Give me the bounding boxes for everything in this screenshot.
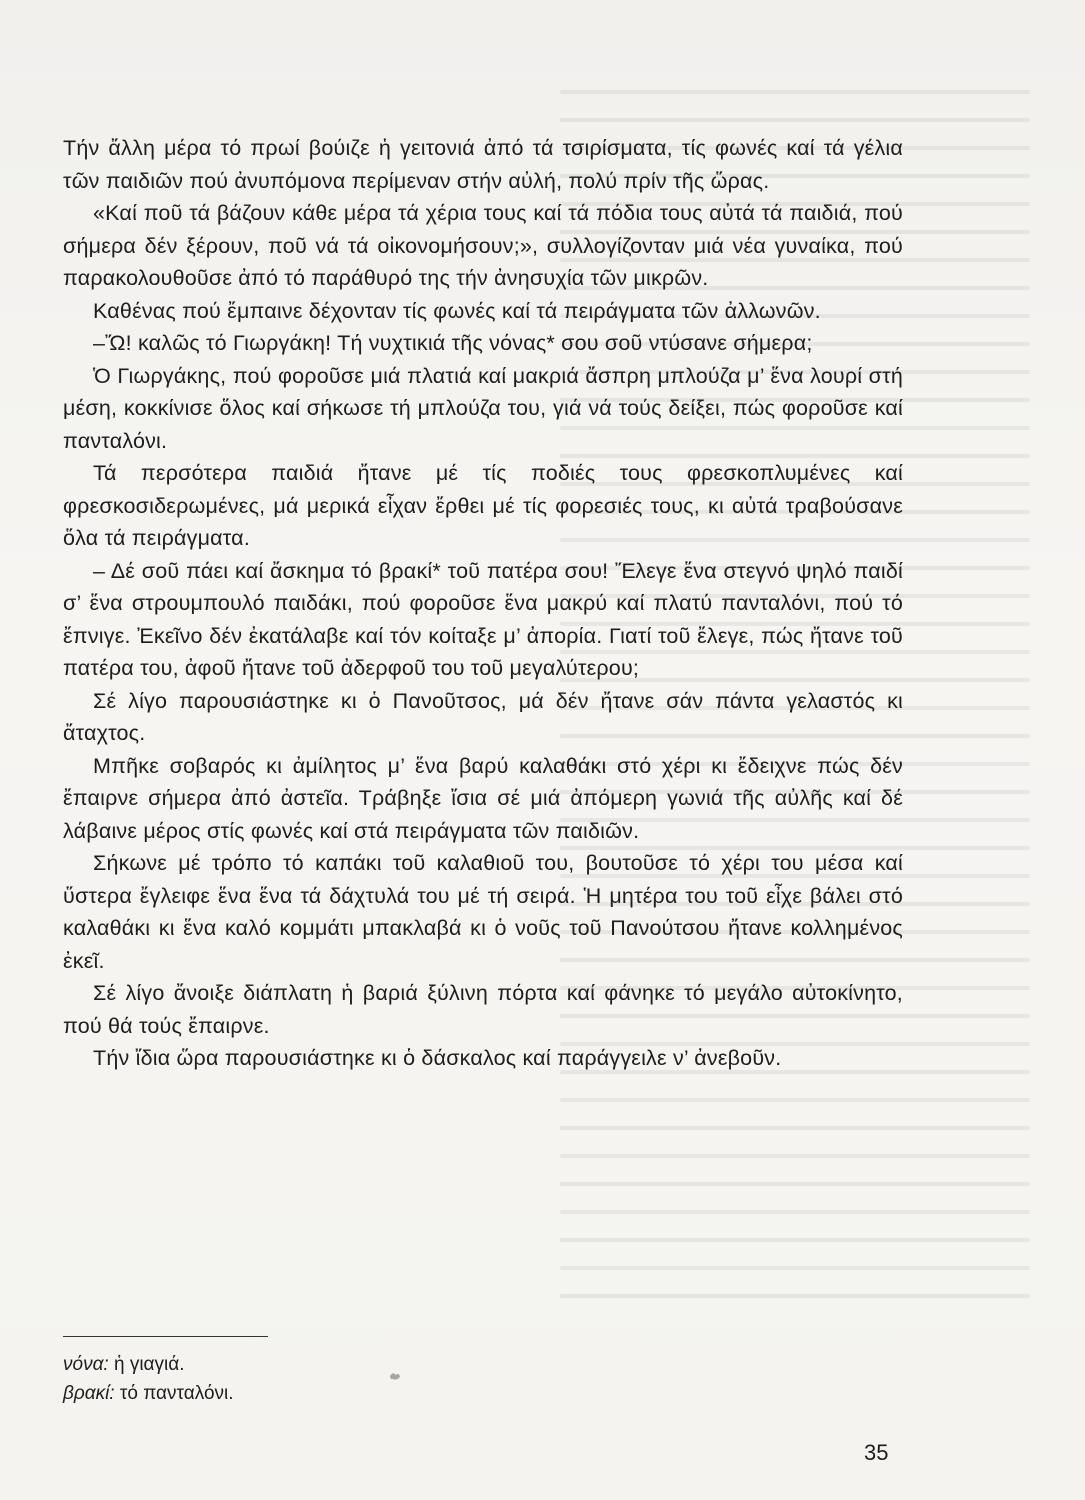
paragraph-9: Μπῆκε σοβαρός κι ἀμίλητος μ’ ἕνα βαρύ καλαθάκι στό χέρι κι ἔδειχνε πώς δέν ἔπαιρνε σήμερα ἀπό ἀστεῖα. Τράβηξε ἴσια σέ μιά ἀπόμερη γωνιά τῆς αὐλῆς καί δέ λάβαινε μέρος στίς φωνές καί στά πειράγματα τῶν παιδιῶν. [63,753,903,843]
body-text [63,132,903,1075]
footnote-term: βρακί: [63,1383,115,1404]
footnote-definition: τό πανταλόνι. [119,1383,234,1404]
paragraph-1: Τήν ἄλλη μέρα τό πρωί βούιζε ἡ γειτονιά ἀπό τά τσιρίσματα, τίς φωνές καί τά γέλια τῶν παιδιῶν πού ἀνυπόμονα περίμεναν στήν αὐλή, πολύ πρίν τῆς ὥρας. [63,136,903,193]
paragraph-4: –Ὤ! καλῶς τό Γιωργάκη! Τή νυχτικιά τῆς νόνας* σου σοῦ ντύσανε σήμερα; [93,331,813,355]
paragraph-10: Σήκωνε μέ τρόπο τό καπάκι τοῦ καλαθιοῦ του, βουτοῦσε τό χέρι του μέσα καί ὕστερα ἔγλειφε ἕνα ἕνα τά δάχτυλά του μέ τή σειρά. Ἡ μητέρα του τοῦ εἶχε βάλει στό καλαθάκι κι ἕνα καλό κομμάτι μπακλαβά κι ὁ νοῦς τοῦ Πανούτσου ἤτανε κολλημένος ἐκεῖ. [63,851,903,973]
footnote-divider [63,1336,268,1337]
footnotes [63,1350,234,1408]
footnote-definition: ἡ γιαγιά. [113,1354,185,1375]
footnote-item [63,1379,234,1408]
footnote-term: νόνα: [63,1354,109,1375]
paragraph-5: Ὁ Γιωργάκης, πού φοροῦσε μιά πλατιά καί μακριά ἄσπρη μπλούζα μ’ ἕνα λουρί στή μέση, κοκκίνισε ὅλος καί σήκωσε τή μπλούζα του, γιά νά τούς δείξει, πώς φοροῦσε καί πανταλόνι. [63,363,903,453]
paragraph-8: Σέ λίγο παρουσιάστηκε κι ὁ Πανοῦτσος, μά δέν ἤτανε σάν πάντα γελαστός κι ἄταχτος. [63,688,903,745]
ink-speck-mark [388,1370,402,1382]
paragraph-7: – Δέ σοῦ πάει καί ἄσκημα τό βρακί* τοῦ πατέρα σου! Ἔλεγε ἕνα στεγνό ψηλό παιδί σ’ ἕνα στρουμπουλό παιδάκι, πού φοροῦσε ἕνα μακρύ καί πλατύ πανταλόνι, πού τό ἔπνιγε. Ἐκεῖνο δέν ἐκατάλαβε καί τόν κοίταξε μ’ ἀπορία. Γιατί τοῦ ἔλεγε, πώς ἤτανε τοῦ πατέρα του, ἀφοῦ ἤτανε τοῦ ἀδερφοῦ του τοῦ μεγαλύτερου; [63,558,903,680]
paragraph-12: Τήν ἴδια ὥρα παρουσιάστηκε κι ὁ δάσκαλος καί παράγγειλε ν’ ἀνεβοῦν. [93,1046,782,1070]
footnote-item [63,1350,234,1379]
page-number: 35 [864,1440,889,1465]
paragraph-6: Τά περσότερα παιδιά ἤτανε μέ τίς ποδιές τους φρεσκοπλυμένες καί φρεσκοσιδερωμένες, μά μερικά εἶχαν ἔρθει μέ τίς φορεσιές τους, κι αὐτά τραβούσανε ὅλα τά πειράγματα. [63,461,903,550]
paragraph-3: Καθένας πού ἔμπαινε δέχονταν τίς φωνές καί τά πειράγματα τῶν ἀλλωνῶν. [93,298,821,323]
paragraph-2: «Καί ποῦ τά βάζουν κάθε μέρα τά χέρια τους καί τά πόδια τους αὐτά τά παιδιά, πού σήμερα δέν ξέρουν, ποῦ νά τά οἰκονομήσουν;», συλλογίζονταν μιά νέα γυναίκα, πού παρακολουθοῦσε ἀπό τό παράθυρό της τήν ἀνησυχία τῶν μικρῶν. [63,201,903,290]
paragraph-11: Σέ λίγο ἄνοιξε διάπλατη ἡ βαριά ξύλινη πόρτα καί φάνηκε τό μεγάλο αὐτοκίνητο, πού θά τούς ἔπαιρνε. [63,981,903,1038]
